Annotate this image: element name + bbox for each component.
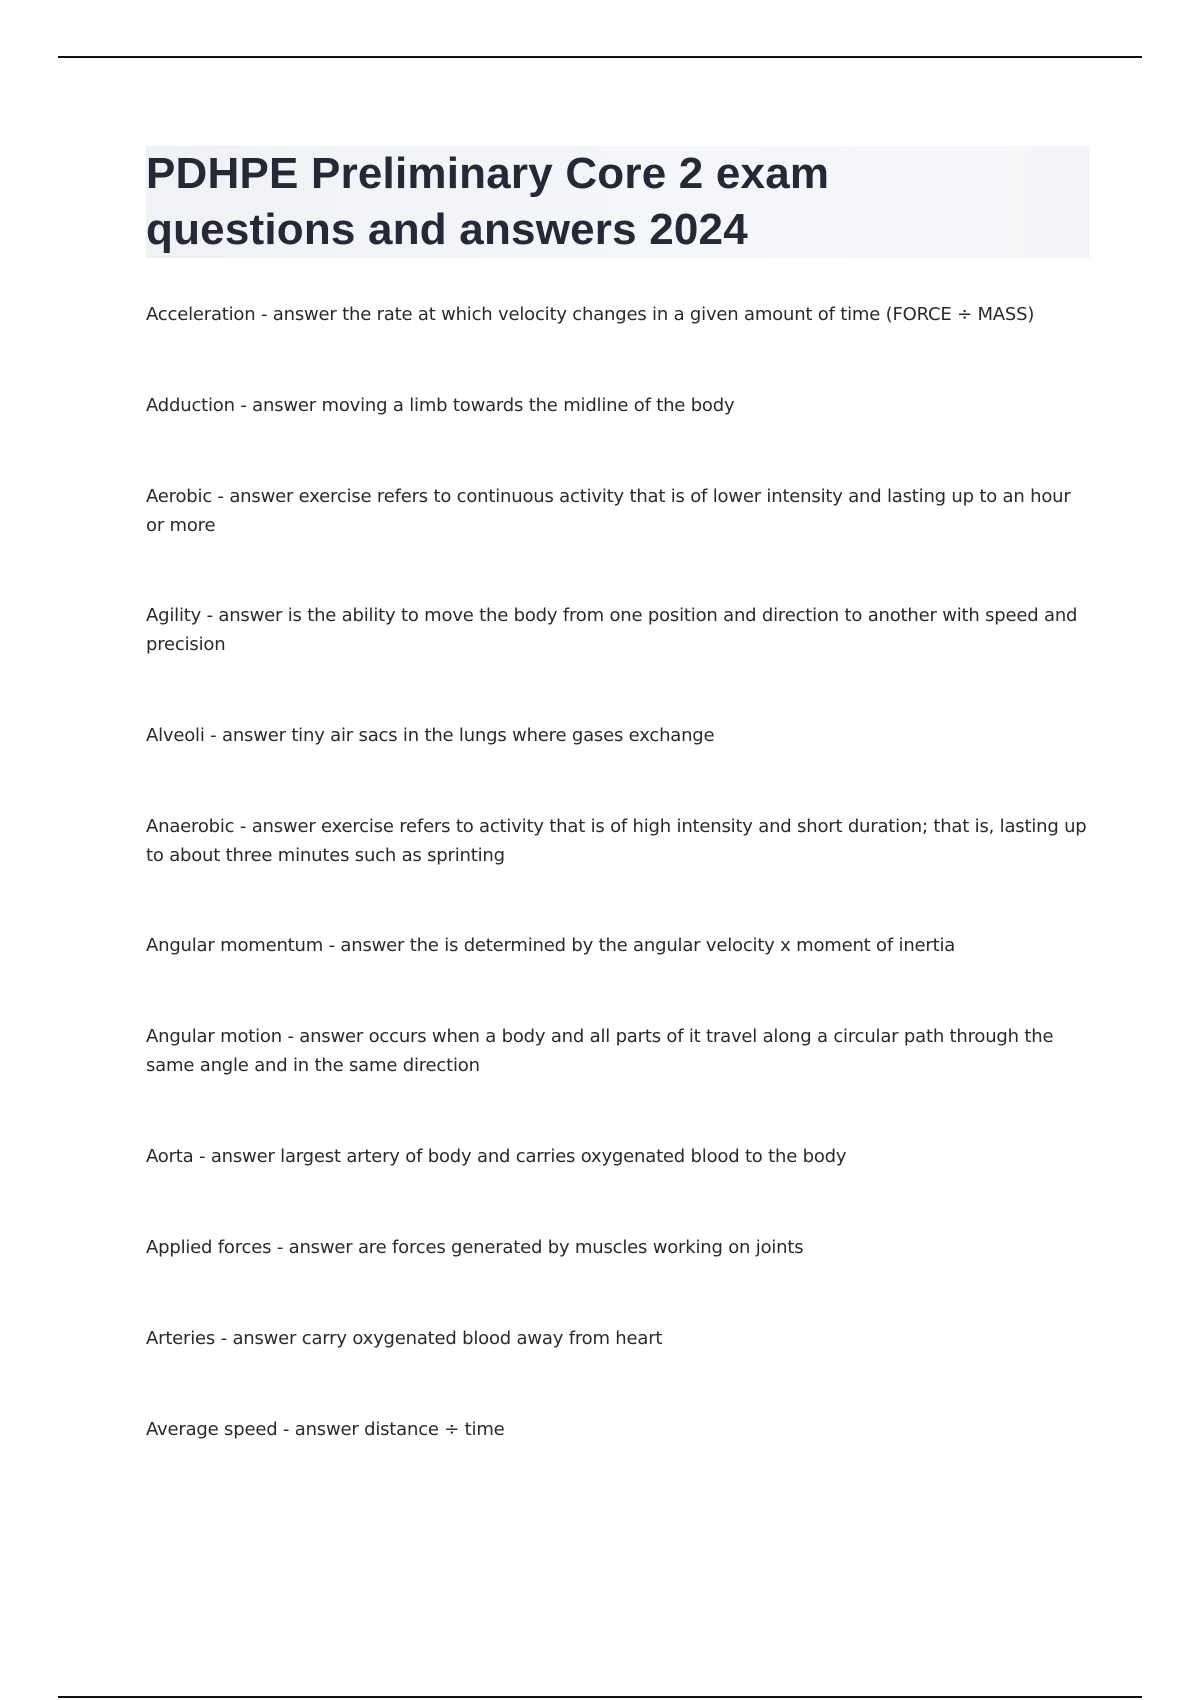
bottom-divider (58, 1696, 1142, 1698)
definition-anaerobic: Anaerobic - answer exercise refers to activity that is of high intensity and short duration; that is, lasting up to about three minutes such as sprinting (146, 816, 1087, 866)
definition-average-speed: Average speed - answer distance ÷ time (146, 1419, 505, 1440)
definition-angular-motion: Angular motion - answer occurs when a body and all parts of it travel along a circular path through the same angle and in the same direction (146, 1026, 1054, 1076)
page-title: PDHPE Preliminary Core 2 exam questions and answers 2024 (146, 149, 830, 254)
definition-acceleration: Acceleration - answer the rate at which velocity changes in a given amount of time (FORCE ÷ MASS) (146, 304, 1035, 325)
definition-applied-forces: Applied forces - answer are forces generated by muscles working on joints (146, 1237, 804, 1258)
definition-adduction: Adduction - answer moving a limb towards the midline of the body (146, 395, 735, 416)
definition-aorta: Aorta - answer largest artery of body and carries oxygenated blood to the body (146, 1146, 847, 1167)
definition-angular-momentum: Angular momentum - answer the is determined by the angular velocity x moment of inertia (146, 935, 956, 956)
top-divider (58, 56, 1142, 58)
definition-aerobic: Aerobic - answer exercise refers to continuous activity that is of lower intensity and lasting up to an hour or more (146, 486, 1071, 536)
definition-alveoli: Alveoli - answer tiny air sacs in the lungs where gases exchange (146, 725, 715, 746)
definition-agility: Agility - answer is the ability to move the body from one position and direction to another with speed and precision (146, 605, 1078, 655)
definition-arteries: Arteries - answer carry oxygenated blood away from heart (146, 1328, 663, 1349)
